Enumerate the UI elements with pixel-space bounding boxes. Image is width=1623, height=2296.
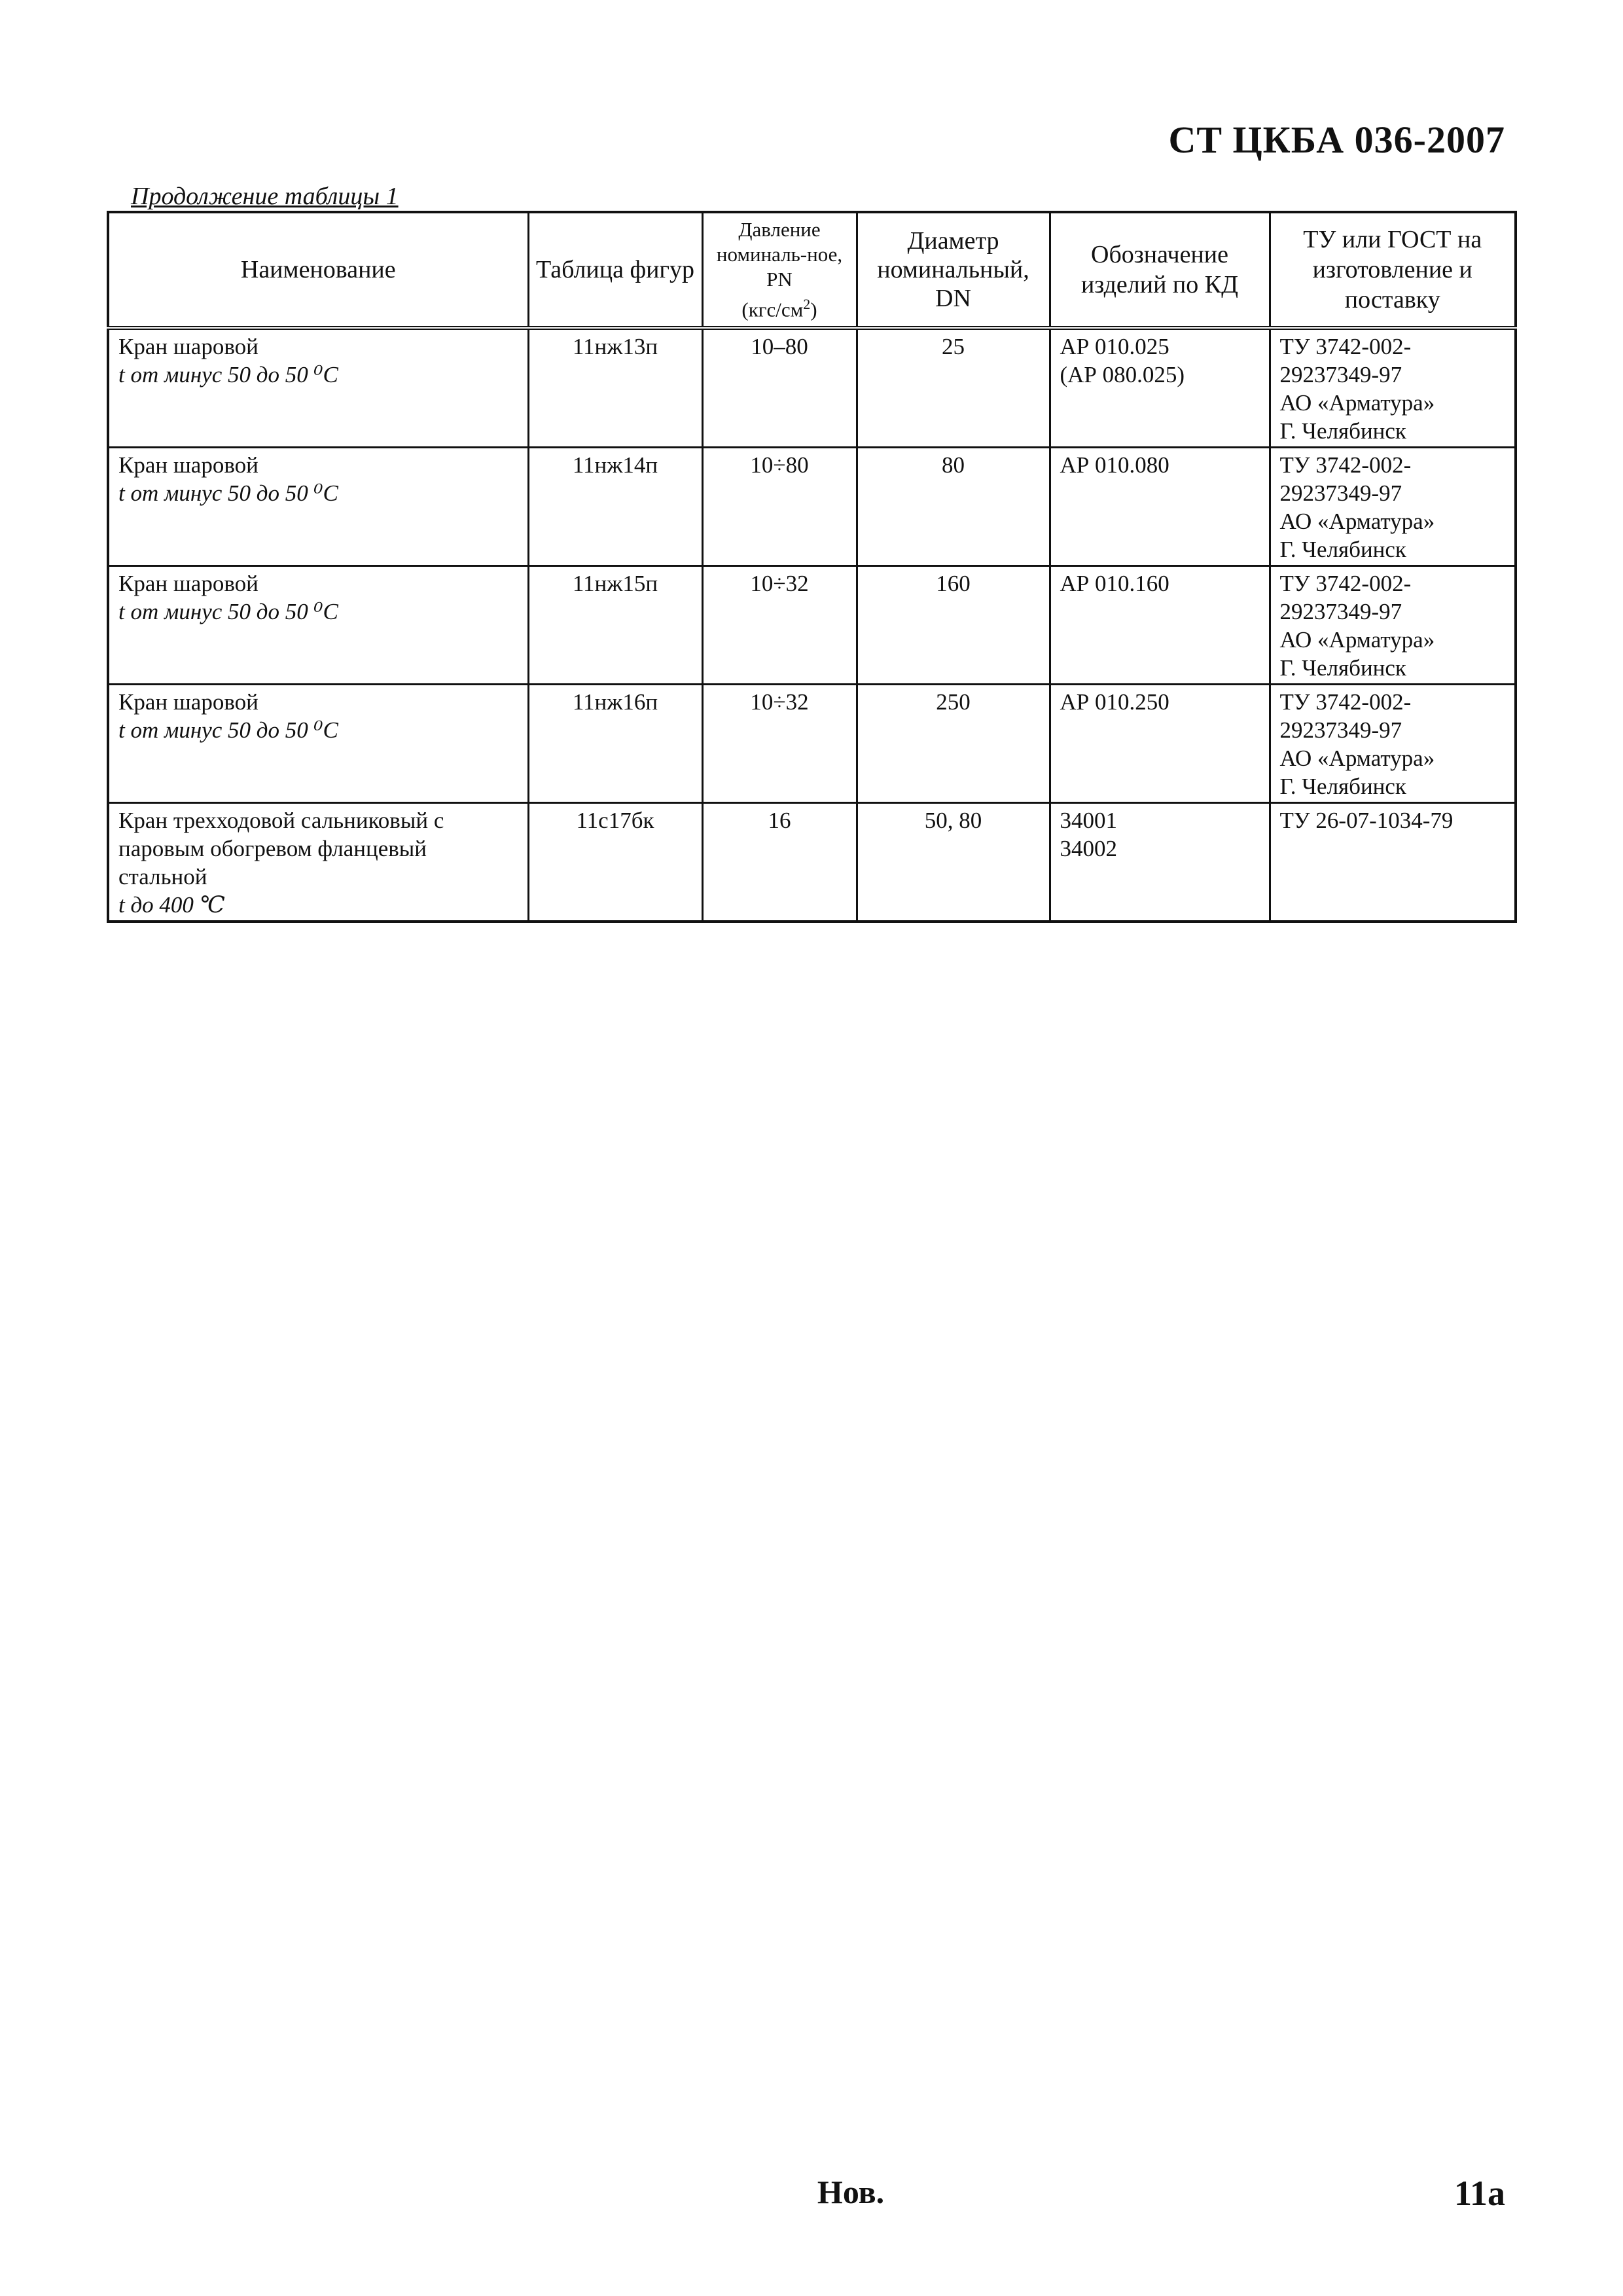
document-code: СТ ЦКБА 036-2007 [1168,118,1505,161]
cell-spec: ТУ 3742-002- 29237349-97 АО «Арматура» Г. Челябинск [1270,328,1516,448]
cell-name [108,566,528,685]
cell-designation: 34001 34002 [1050,803,1270,922]
cell-diameter: 25 [857,328,1050,448]
cell-diameter: 50, 80 [857,803,1050,922]
row-name: Кран шаровой [118,689,259,715]
cell-designation: АР 010.025 (АР 080.025) [1050,328,1270,448]
pressure-header-unit-sup: 2 [803,295,811,312]
cell-figure: 11нж13п [528,328,702,448]
cell-diameter: 250 [857,685,1050,803]
cell-spec: ТУ 26-07-1034-79 [1270,803,1516,922]
revision-status: Нов. [817,2174,885,2210]
cell-name [108,803,528,922]
table-header-row [108,212,1516,328]
row-condition: t до 400 ℃ [118,892,225,918]
cell-spec: ТУ 3742-002- 29237349-97 АО «Арматура» Г. Челябинск [1270,566,1516,685]
cell-name [108,328,528,448]
cell-figure: 11нж14п [528,448,702,566]
row-condition: t от минус 50 до 50 ⁰C [118,599,338,624]
cell-spec: ТУ 3742-002- 29237349-97 АО «Арматура» Г. Челябинск [1270,685,1516,803]
pressure-header-unit-end: ) [810,298,817,321]
row-name: Кран трехходовой сальниковый с паровым обогревом фланцевый стальной [118,808,444,889]
column-header-spec: ТУ или ГОСТ на изготовление и поставку [1270,212,1516,328]
cell-figure: 11нж15п [528,566,702,685]
cell-figure: 11с17бк [528,803,702,922]
table-row [108,448,1516,566]
row-name: Кран шаровой [118,452,259,478]
table-row [108,803,1516,922]
cell-pressure: 10÷32 [702,566,857,685]
valves-table [107,211,1517,923]
cell-figure: 11нж16п [528,685,702,803]
cell-designation: АР 010.080 [1050,448,1270,566]
row-condition: t от минус 50 до 50 ⁰C [118,362,338,387]
cell-pressure: 16 [702,803,857,922]
cell-designation: АР 010.250 [1050,685,1270,803]
cell-spec: ТУ 3742-002- 29237349-97 АО «Арматура» Г. Челябинск [1270,448,1516,566]
column-header-figure-table: Таблица фигур [528,212,702,328]
cell-name [108,448,528,566]
row-condition: t от минус 50 до 50 ⁰C [118,717,338,743]
cell-designation: АР 010.160 [1050,566,1270,685]
cell-pressure: 10÷80 [702,448,857,566]
cell-name [108,685,528,803]
table-row [108,328,1516,448]
pressure-header-unit: (кгс/см [741,298,804,321]
column-header-designation: Обозначение изделий по КД [1050,212,1270,328]
column-header-pressure [702,212,857,328]
pressure-header-label: Давление номиналь-ное, PN [716,217,843,291]
page-number: 11а [1454,2174,1505,2213]
table-row [108,566,1516,685]
cell-diameter: 160 [857,566,1050,685]
table-row [108,685,1516,803]
row-condition: t от минус 50 до 50 ⁰C [118,480,338,506]
table-caption: Продолжение таблицы 1 [131,183,399,210]
column-header-diameter: Диаметр номинальный, DN [857,212,1050,328]
column-header-name: Наименование [108,212,528,328]
cell-pressure: 10–80 [702,328,857,448]
row-name: Кран шаровой [118,571,259,596]
row-name: Кран шаровой [118,334,259,359]
cell-pressure: 10÷32 [702,685,857,803]
cell-diameter: 80 [857,448,1050,566]
